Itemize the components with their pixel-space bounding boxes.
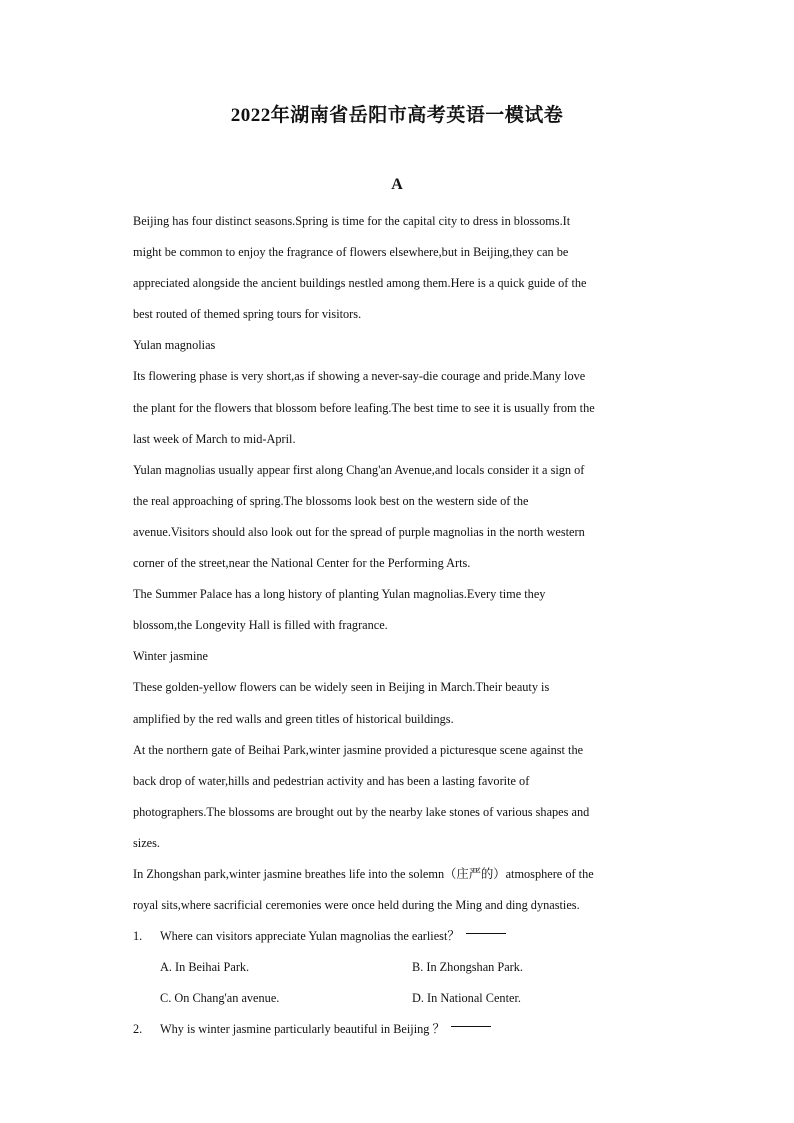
passage-line: last week of March to mid-April. [133,431,296,446]
option-c[interactable]: C. On Chang'an avenue. [160,991,280,1006]
answer-blank[interactable] [451,1014,491,1027]
passage-line: blossom,the Longevity Hall is filled with fragrance. [133,618,388,633]
passage-line: might be common to enjoy the fragrance of flowers elsewhere,but in Beijing,they can be [133,245,569,260]
passage-line: amplified by the red walls and green titles of historical buildings. [133,711,454,726]
passage-line: photographers.The blossoms are brought out by the nearby lake stones of various shapes and [133,804,590,819]
passage-line: These golden-yellow flowers can be widely seen in Beijing in March.Their beauty is [133,680,550,695]
page-title: 2022年湖南省岳阳市高考英语一模试卷 [230,105,564,126]
option-a[interactable]: A. In Beihai Park. [160,960,250,975]
passage-line: appreciated alongside the ancient buildings nestled among them.Here is a quick guide of the [133,276,587,291]
options-row [133,983,668,1014]
question-number: 2. [133,1022,143,1037]
passage-line: royal sits,where sacrificial ceremonies were once held during the Ming and ding dynasties. [133,898,580,913]
passage-line: avenue.Visitors should also look out for the spread of purple magnolias in the north western [133,524,585,539]
passage-line: best routed of themed spring tours for visitors. [133,307,362,322]
question-text: Why is winter jasmine particularly beautiful in Beijing ？ [160,1022,445,1037]
passage-line: corner of the street,near the National Center for the Performing Arts. [133,556,471,571]
answer-blank[interactable] [466,921,506,934]
passage-line: back drop of water,hills and pedestrian activity and has been a lasting favorite of [133,773,530,788]
passage-body [133,206,668,1046]
question-text: Where can visitors appreciate Yulan magnolias the earliest？ [160,929,460,944]
passage-line: Beijing has four distinct seasons.Spring is time for the capital city to dress in blossoms.It [133,214,571,228]
options-row [133,952,668,983]
question-number: 1. [133,929,143,944]
section-heading: A [391,176,403,193]
passage-line: the real approaching of spring.The blossoms look best on the western side of the [133,493,529,508]
passage-line: At the northern gate of Beihai Park,winter jasmine provided a picturesque scene against the [133,742,584,757]
passage-line: The Summer Palace has a long history of planting Yulan magnolias.Every time they [133,587,546,602]
option-d[interactable]: D. In National Center. [412,991,521,1006]
passage-line: Its flowering phase is very short,as if showing a never-say-die courage and pride.Many love [133,369,586,384]
option-b[interactable]: B. In Zhongshan Park. [412,960,524,975]
passage-line: In Zhongshan park,winter jasmine breathes life into the solemn（庄严的）atmosphere of the [133,866,594,881]
subheading-winter-jasmine: Winter jasmine [133,649,208,664]
passage-line: Yulan magnolias usually appear first along Chang'an Avenue,and locals consider it a sign of [133,462,585,477]
passage-line: the plant for the flowers that blossom before leafing.The best time to see it is usually from the [133,400,595,415]
question-2 [133,1014,668,1045]
subheading-yulan: Yulan magnolias [133,338,216,353]
passage-line: sizes. [133,835,160,850]
question-1 [133,921,668,952]
